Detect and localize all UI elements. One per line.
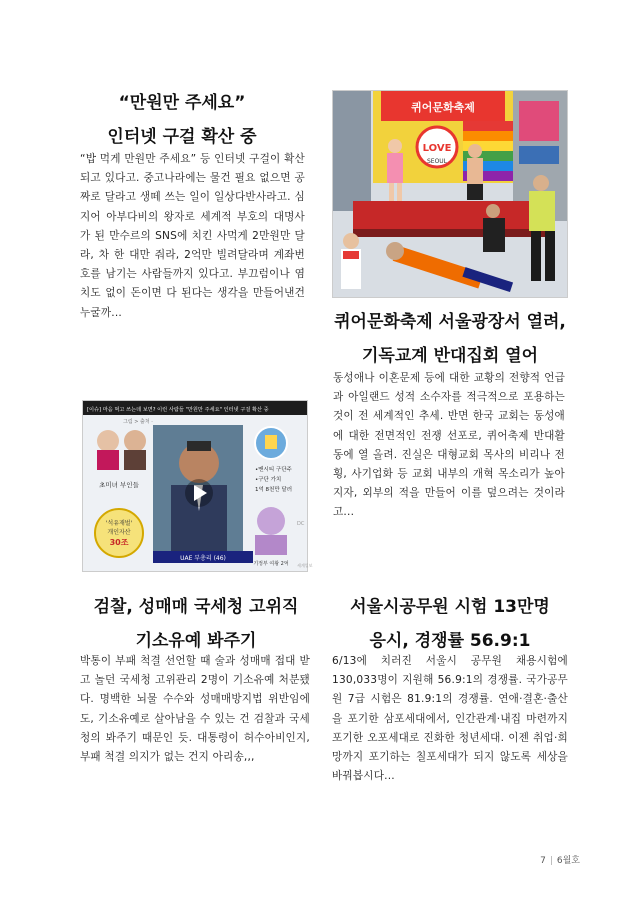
article-2-title [322, 305, 578, 373]
article-4-title-line1: 서울시공무원 시험 13만명 [350, 597, 550, 617]
page-number: 7 [540, 856, 546, 866]
video-asset-line1: '석유재벌' [105, 520, 133, 527]
article-3-title [68, 590, 324, 658]
festival-sign-sub: SEOUL [426, 158, 448, 165]
festival-sign-top: 퀴어문화축제 [411, 101, 475, 114]
issue-label: 6월호 [556, 856, 580, 866]
festival-photo [332, 90, 568, 298]
video-club-label-2: •구단 가치 [255, 477, 282, 483]
article-3-body: 박통이 부패 척결 선언할 때 술과 성매매 접대 받고 놀던 국세청 고위관리 2명이 기소유예 처분됐다. 명백한 뇌물 수수와 성매매방지법 위반임에도, 기소유예로 살아남을 수 있는 건 검찰과 국세청의 봐주기 때문인 듯. 대통령이 허수아비인지, 부패 척결 의지가 없는 건지 아리송,,, [80, 655, 310, 764]
article-4-title [322, 590, 578, 658]
video-screenshot [82, 400, 313, 572]
article-2-title-line1: 퀴어문화축제 서울광장서 열려, [334, 312, 566, 332]
video-tag-line: 그림 > 출처 · [123, 419, 153, 425]
article-2-body: 동성애나 이혼문제 등에 대한 교황의 전향적 언급과 아일랜드 성적 소수자를 적극적으로 포용하는 것이 전 세계적인 추세. 반면 한국 교회는 동성애에 대한 전면적인 전쟁 선포로, 퀴어축제 반대활동에 열 올려. 진실은 대형교회 목사의 비리나 전횡, 사기업화 등 교회 내부의 개혁 목소리가 높아지자, 외부의 적을 만들어 이를 덮으려는 것이라고... [333, 372, 565, 519]
video-right-label: 기정부 여왕 2억 [253, 561, 289, 567]
page-footer [470, 853, 580, 866]
article-1-title-line1: “만원만 주세요” [118, 93, 246, 113]
festival-photo-image [333, 91, 567, 297]
video-left-label: 초미녀 부인들 [99, 481, 139, 489]
video-caption-top: [이슈] 마음 먹고 쓰는데 보면? 이런 사람들 "만원만 주세요" 인터넷 구걸 확산 중 [87, 407, 269, 413]
article-4-body: 6/13에 치러진 서울시 공무원 채용시험에 130,033명이 지원해 56.9:1의 경쟁률. 국가공무원 7급 시험은 81.9:1의 경쟁률. 연애·결혼·출산을 포기한 삼포세대에서, 인간관계·내집 마련까지 포기한 오포세대로 진화한 청년세대. 이젠 취업·희망까지 포기하는 칠포세대가 되지 않도록 세상을 바꿔봅시다... [332, 655, 568, 783]
video-club-label-1: •맨시티 구단주 [255, 467, 292, 473]
video-name-bar: UAE 부총리 (46) [180, 555, 226, 562]
article-1-title [62, 86, 302, 154]
video-asset-line3: 30조 [109, 538, 129, 547]
video-club-label-3: 1억 8천만 달러 [255, 487, 293, 493]
video-corner-mark: DC [297, 521, 305, 527]
video-brand-small: 세계일보 [297, 563, 313, 568]
article-2-title-line2: 기독교계 반대집회 열어 [361, 346, 539, 366]
video-asset-line2: 개인자산 [107, 529, 131, 536]
footer-separator: | [549, 856, 553, 866]
article-3-title-line1: 검찰, 성매매 국세청 고위직 [93, 597, 299, 617]
article-1-body: “밥 먹게 만원만 주세요” 등 인터넷 구걸이 확산되고 있다고. 중고나라에는 물건 필요 없으면 공짜로 달라고 생떼 쓰는 일이 일상다반사라고. 심지어 아부다비의 왕자로 세계적 부호의 대명사가 된 만수르의 SNS에 치킨 사먹게 2만원만 달라, 차 한 대만 줘라, 2억만 빌려달라며 계좌번호를 남기는 사람들까지 있다고. 부끄럼이나 염치도 없이 돈이면 다 된다는 생각을 만들어낸건 누굴까... [80, 153, 305, 319]
article-4-title-line2: 응시, 경쟁률 56.9:1 [369, 631, 531, 651]
festival-sign-love: LOVE [422, 143, 452, 154]
article-1-title-line2: 인터넷 구걸 확산 중 [107, 127, 257, 147]
article-3-title-line2: 기소유예 봐주기 [135, 631, 257, 651]
video-screenshot-image [83, 401, 313, 571]
